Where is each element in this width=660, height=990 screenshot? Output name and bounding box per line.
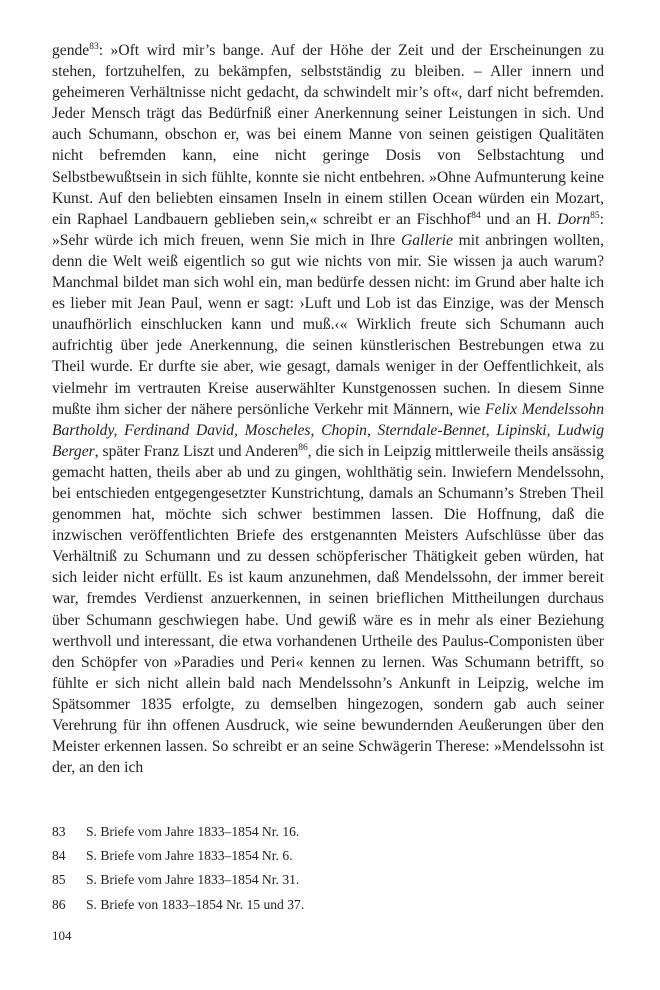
- footnote-reference: 86: [298, 442, 308, 453]
- footnote-text: S. Briefe vom Jahre 1833–1854 Nr. 31.: [86, 872, 300, 888]
- body-text: : »Sehr würde ich mich freuen, wenn Sie mich in Ihre: [52, 210, 604, 249]
- body-text: mit anbringen wollten, denn die Welt weiß eigentlich so gut wie nichts von mir. Sie wissen ja auch warum? Manchmal bildet man sich wohl ein, man bedürfe dessen nicht: im Grund aber halte ich es lieber mit Jean Paul, wenn er sagt: ›Luft und Lob ist das Einzige, was der Mensch unaufhörlich einschlucken kann und muß.‹« Wirklich freute sich Schumann auch aufrichtig über jede Anerkennung, die seinen künstlerischen Bestrebungen etwa zu Theil wurde. Er durfte sie aber, wie gesagt, damals weniger in der Oeffentlichkeit, als vielmehr im vertrauten Kreise auserwählter Kunstgenossen suchen. In diesem Sinne mußte ihm sicher der nähere persönliche Verkehr mit Männern, wie: [52, 231, 604, 418]
- italic-text: Dorn: [557, 210, 591, 228]
- footnote-text: S. Briefe vom Jahre 1833–1854 Nr. 6.: [86, 848, 293, 864]
- body-text: gende: [52, 42, 90, 59]
- footnote-number: 84: [52, 848, 66, 864]
- footnote-reference: 84: [471, 210, 481, 221]
- footnote-text: S. Briefe vom Jahre 1833–1854 Nr. 16.: [86, 824, 300, 839]
- footnote-reference: 85: [590, 210, 600, 221]
- footnotes: [52, 820, 604, 917]
- body-paragraph: [52, 40, 604, 778]
- footnote-reference: 83: [89, 42, 99, 52]
- footnote-number: 83: [52, 824, 66, 839]
- footnote: [52, 868, 604, 892]
- main-text: [52, 40, 604, 778]
- page-number: 104: [52, 928, 72, 943]
- footnote: [52, 820, 604, 844]
- footnote: [52, 893, 604, 917]
- body-text: , die sich in Leipzig mittlerweile theils ansässig gemacht hatten, theils aber ab und zu gingen, wohlthätig sein. Inwiefern Mendelssohn, bei entschieden entgegengesetzter Kunstrichtung, damals an Schumann’s Streben Theil genommen hat, möchte sich schwer bestimmen lassen. Die Hoffnung, daß die inzwischen veröffentlichten Briefe des erstgenannten Meisters Aufschlüsse über das Verhältniß zu Schumann und zu dessen schöpferischer Thätigkeit geben würden, hat sich leider nicht erfüllt. Es ist kaum anzunehmen, daß Mendelssohn, der immer bereit war, fremdes Verdienst anzuerkennen, in seinen brieflichen Mittheilungen durchaus über Schumann geschwiegen habe. Und gewiß wäre es in mehr als einer Beziehung werthvoll und interessant, die etwa vorhandenen Urtheile des Paulus-Componisten über den Schöpfer von »Paradies und Peri« kennen zu lernen. Was Schumann betrifft, so fühlte er sich nicht allein bald nach Mendelssohn’s Ankunft in Leipzig, welche im Spätsommer 1835 erfolgte, zu demselben hingezogen, sondern gab auch seiner Verehrung für ihn offenen Ausdruck, wie seine bewundernden Aeußerungen über den Meister erkennen lassen. So schreibt er an seine Schwägerin Therese: »Mendelssohn ist der, an den ich: [52, 442, 605, 777]
- footnote: [52, 844, 604, 868]
- body-text: , später Franz Liszt und Anderen: [94, 442, 299, 460]
- italic-text: Gallerie: [400, 231, 453, 249]
- italic-text: Felix Mendelssohn Bartholdy, Ferdinand David, Moscheles, Chopin, Sterndale-Bennet, Lipinski, Ludwig Berger: [52, 400, 604, 460]
- footnote-number: 85: [52, 872, 66, 888]
- body-text: und an H.: [480, 210, 558, 228]
- footnote-number: 86: [52, 896, 66, 912]
- body-text: : »Oft wird mir’s bange. Auf der Höhe der Zeit und der Erscheinungen zu stehen, fortzuhelfen, zu bekämpfen, selbstständig zu bleiben. – Aller innern und geheimeren Verhältnisse nicht gedacht, da schwindelt mir’s oft«, darf nicht befremden. Jeder Mensch trägt das Bedürfniß einer Anerkennung seiner Leistungen in sich. Und auch Schumann, obschon er, was bei einem Manne von seinen geistigen Qualitäten nicht befremden kann, eine nicht geringe Dosis von Selbstachtung und Selbstbewußtsein in sich fühlte, konnte sie nicht entbehren. »Ohne Aufmunterung keine Kunst. Auf den beliebten einsamen Inseln in einem stillen Ocean würden ein Mozart, ein Raphael Landbauern geblieben sein,« schreibt er an Fischhof: [52, 42, 604, 228]
- footnote-text: S. Briefe von 1833–1854 Nr. 15 und 37.: [86, 896, 305, 912]
